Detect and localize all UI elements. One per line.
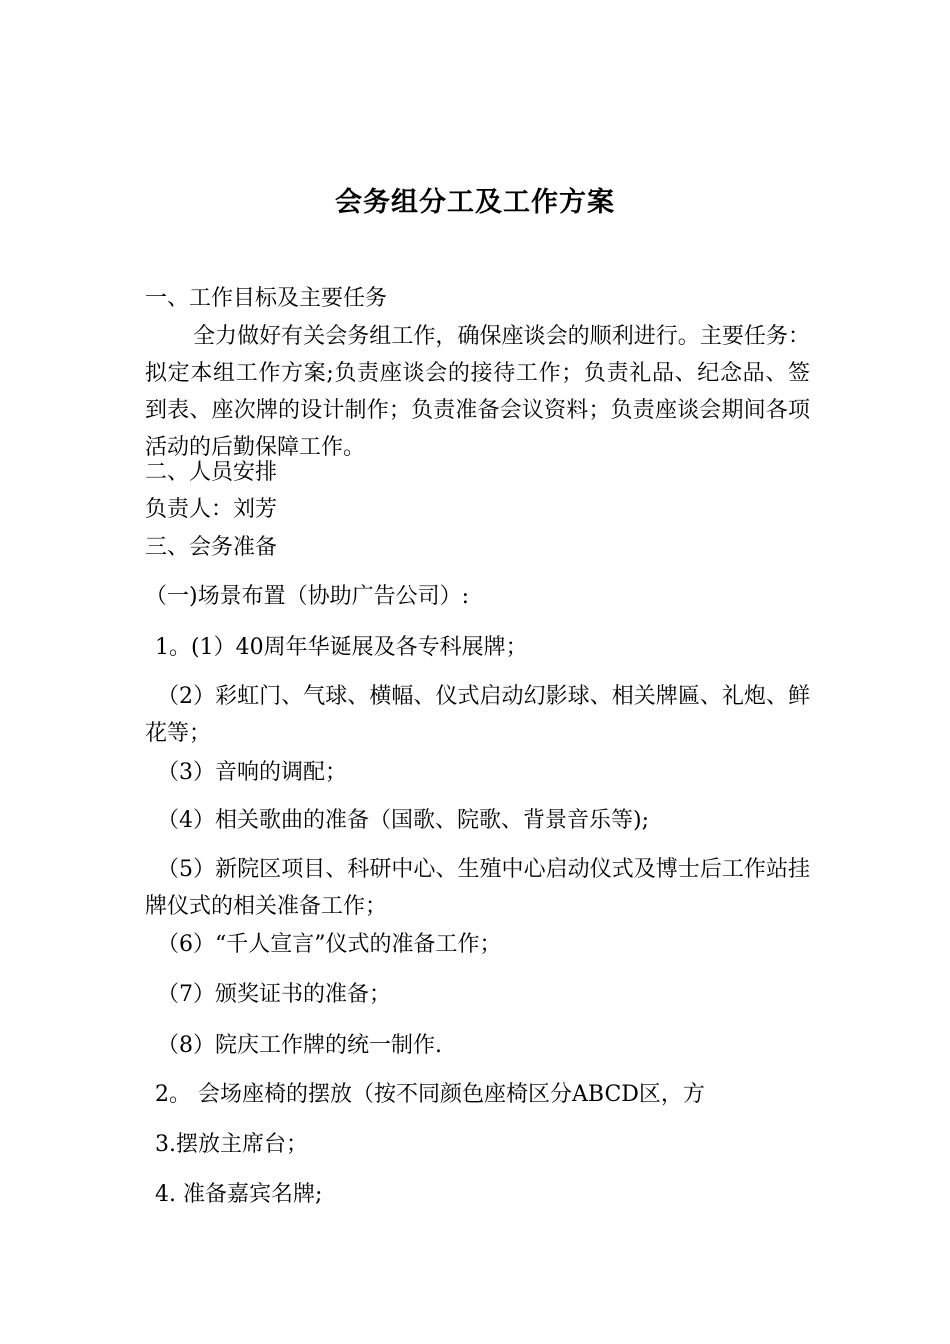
list-item: （6）“千人宣言”仪式的准备工作； [157,932,502,957]
list-item: （7）颁奖证书的准备； [157,982,391,1007]
list-item: （3）音响的调配； [157,760,347,785]
list-item: 1。(1）40周年华诞展及各专科展牌； [155,635,528,660]
list-item-text: （5）新院区项目、科研中心、生殖中心启动仪式及博士后工作站挂牌仪式的相关准备工作； [145,857,810,919]
section-body-goals: 全力做好有关会务组工作，确保座谈会的顺利进行。主要任务：拟定本组工作方案;负责座谈会的接待工作；负责礼品、纪念品、签到表、座次牌的设计制作；负责准备会议资料；负责座谈会期间各项活动的后勤保障工作。 [145,324,810,460]
list-item [145,851,810,925]
section-heading-preparation: 三、会务准备 [145,535,278,560]
list-item [145,678,810,752]
person-in-charge: 负责人：刘芳 [145,497,278,522]
list-item: 4. 准备嘉宾名牌; [155,1182,323,1207]
document-title: 会务组分工及工作方案 [335,187,615,218]
list-item: 3.摆放主席台； [155,1132,308,1157]
list-item-text: （2）彩虹门、气球、横幅、仪式启动幻影球、相关牌匾、礼炮、鲜花等； [145,684,810,746]
list-item: （8）院庆工作牌的统一制作. [157,1033,442,1058]
section-heading-goals: 一、工作目标及主要任务 [145,286,388,311]
section-heading-staffing: 二、人员安排 [145,460,278,485]
subsection-heading-scene: （一)场景布置（协助广告公司）: [145,584,469,609]
list-item: 2。 会场座椅的摆放（按不同颜色座椅区分ABCD区，方 [155,1082,705,1107]
list-item: （4）相关歌曲的准备（国歌、院歌、背景音乐等); [157,808,649,833]
